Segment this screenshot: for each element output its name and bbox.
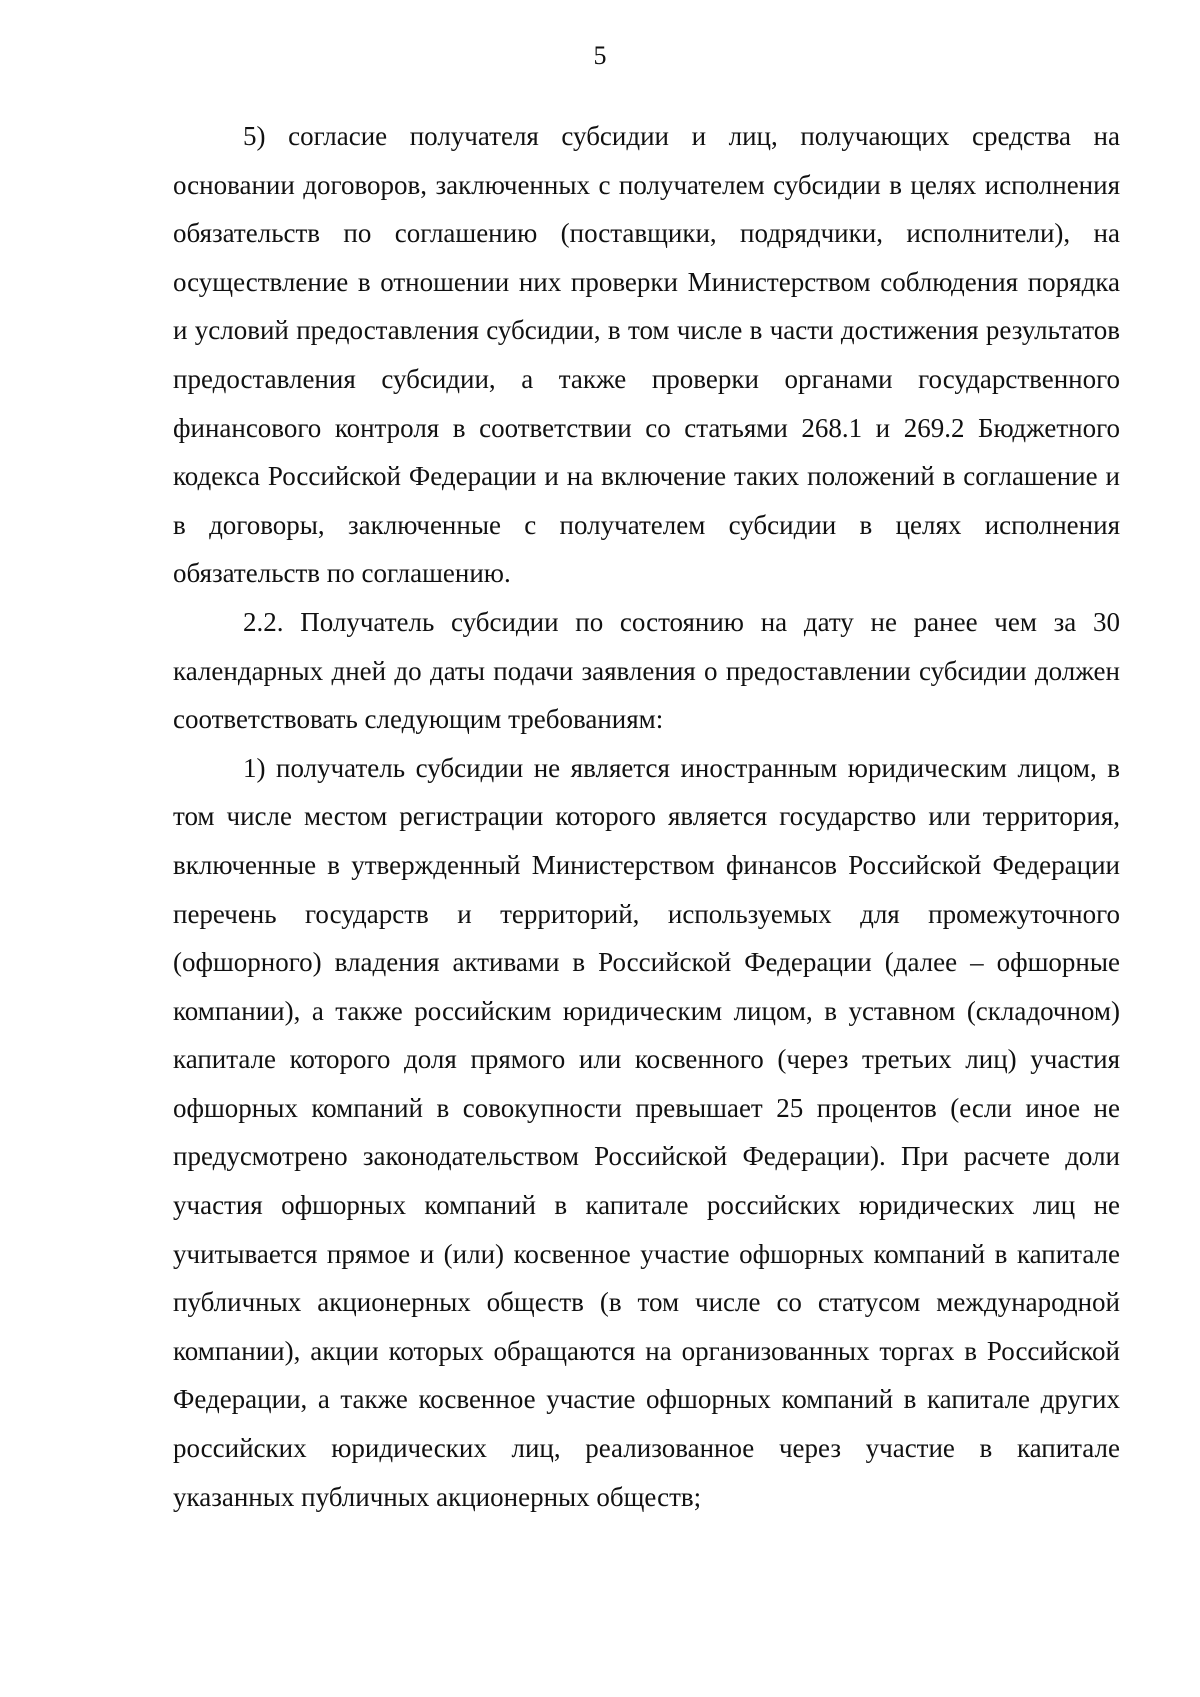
- paragraph-requirement-item-1: 1) получатель субсидии не является иностранным юридическим лицом, в том числе местом регистрации которого является государство или территория, включенные в утвержденный Министерством финансов Российской Федерации перечень государств и территорий, используемых для промежуточного (офшорного) владения активами в Российской Федерации (далее – офшорные компании), а также российским юридическим лицом, в уставном (складочном) капитале которого доля прямого или косвенного (через третьих лиц) участия офшорных компаний в совокупности превышает 25 процентов (если иное не предусмотрено законодательством Российской Федерации). При расчете доли участия офшорных компаний в капитале российских юридических лиц не учитывается прямое и (или) косвенное участие офшорных компаний в капитале публичных акционерных обществ (в том числе со статусом международной компании), акции которых обращаются на организованных торгах в Российской Федерации, а также косвенное участие офшорных компаний в капитале других российских юридических лиц, реализованное через участие в капитале указанных публичных акционерных обществ;: [173, 752, 1120, 1512]
- paragraph-section-2-2: 2.2. Получатель субсидии по состоянию на дату не ранее чем за 30 календарных дней до даты подачи заявления о предоставлении субсидии должен соответствовать следующим требованиям:: [173, 606, 1120, 735]
- document-body: [173, 112, 1120, 1521]
- page-number: 5: [593, 41, 607, 70]
- paragraph-consent-item-5: 5) согласие получателя субсидии и лиц, получающих средства на основании договоров, заключенных с получателем субсидии в целях исполнения обязательств по соглашению (поставщики, подрядчики, исполнители), на осуществление в отношении них проверки Министерством соблюдения порядка и условий предоставления субсидии, в том числе в части достижения результатов предоставления субсидии, а также проверки органами государственного финансового контроля в соответствии со статьями 268.1 и 269.2 Бюджетного кодекса Российской Федерации и на включение таких положений в соглашение и в договоры, заключенные с получателем субсидии в целях исполнения обязательств по соглашению.: [173, 121, 1120, 589]
